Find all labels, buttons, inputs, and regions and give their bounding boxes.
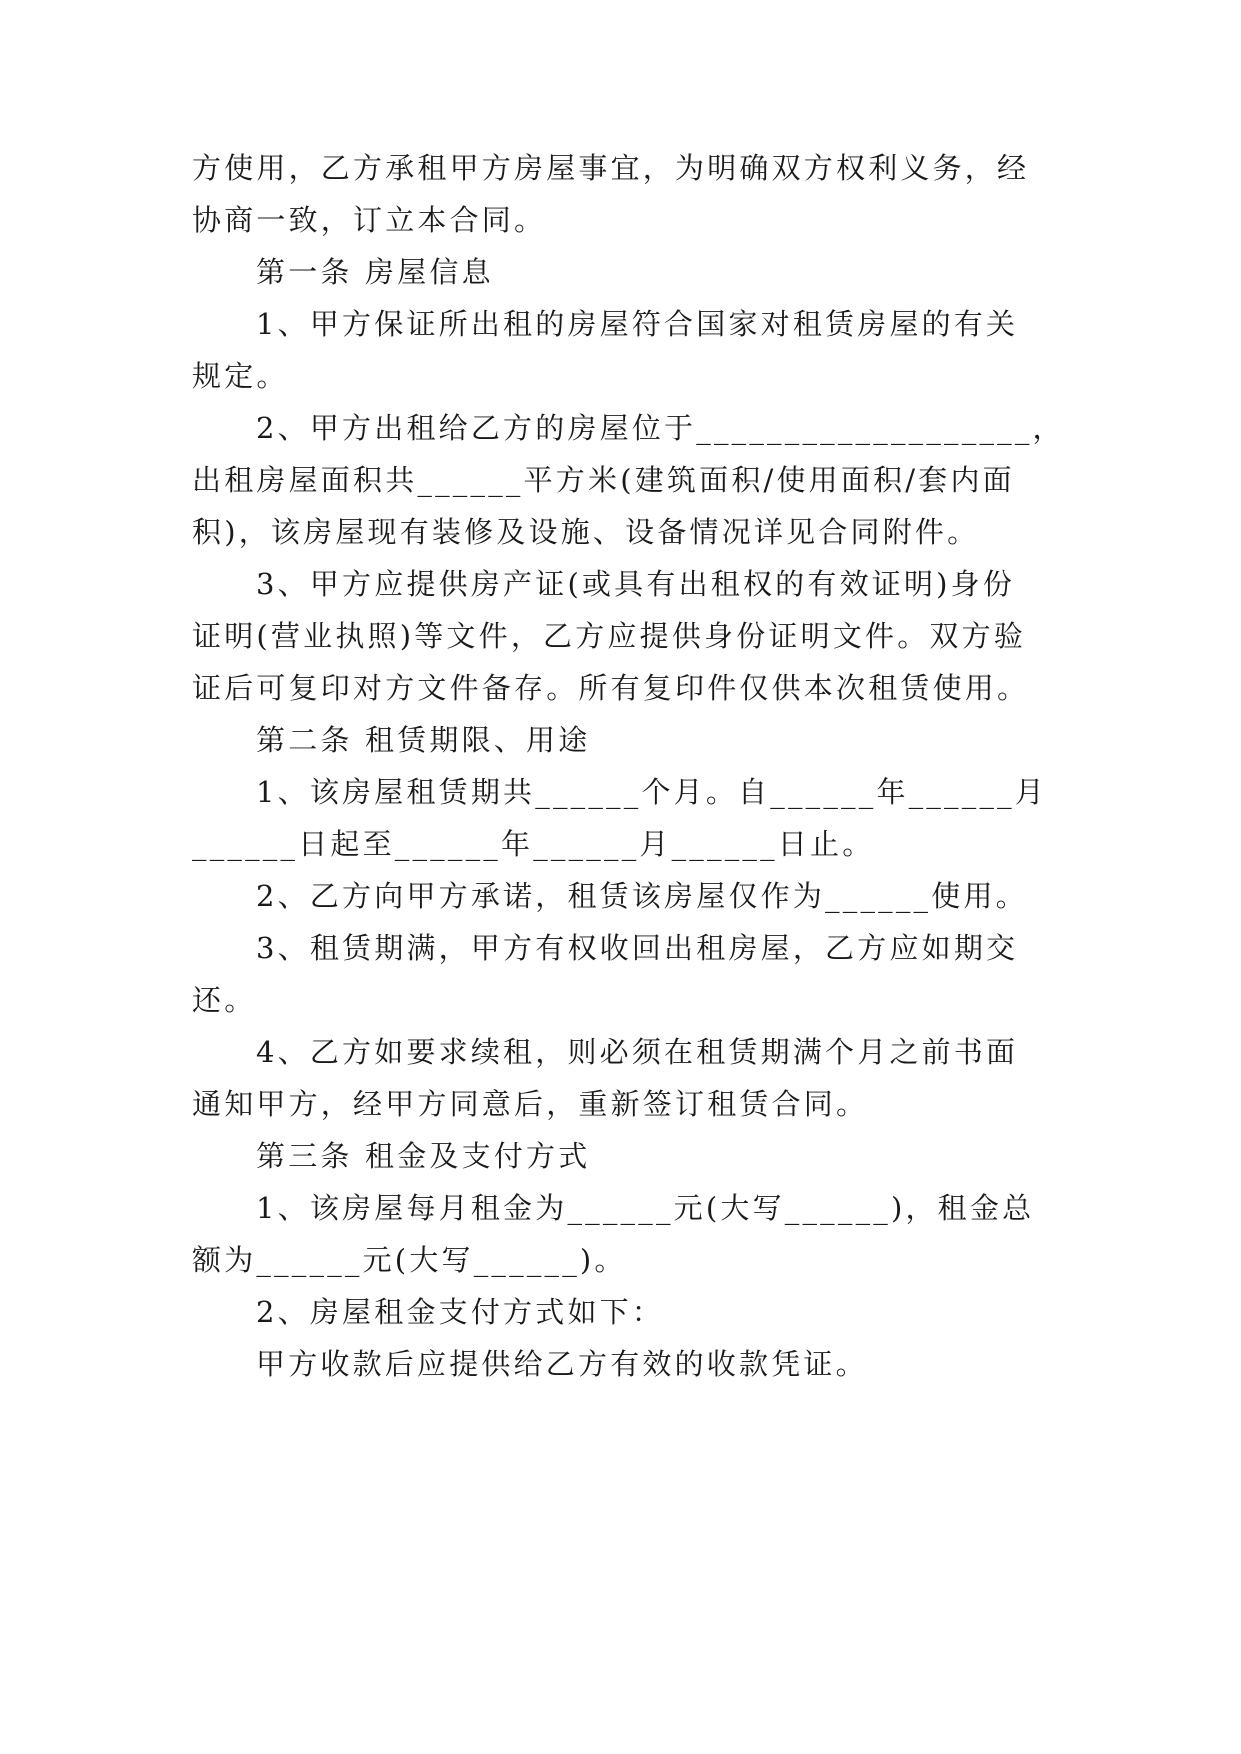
body-text-line: 证明(营业执照)等文件，乙方应提供身份证明文件。双方验 bbox=[192, 619, 1027, 653]
body-text-line: 出租房屋面积共______平方米(建筑面积/使用面积/套内面 bbox=[192, 463, 1015, 497]
section-heading-3: 第三条 租金及支付方式 bbox=[256, 1139, 591, 1173]
section-heading-1: 第一条 房屋信息 bbox=[256, 255, 494, 289]
clause-3-1: 1、该房屋每月租金为______元(大写______)，租金总 bbox=[256, 1191, 1035, 1225]
clause-1-2: 2、甲方出租给乙方的房屋位于___________________， bbox=[256, 411, 1065, 445]
body-text-line: 方使用，乙方承租甲方房屋事宜，为明确双方权利义务，经 bbox=[192, 151, 1030, 185]
clause-2-4: 4、乙方如要求续租，则必须在租赁期满个月之前书面 bbox=[256, 1035, 1019, 1069]
body-text-line: 积)，该房屋现有装修及设施、设备情况详见合同附件。 bbox=[192, 515, 980, 549]
body-text-line: 通知甲方，经甲方同意后，重新签订租赁合同。 bbox=[192, 1087, 869, 1121]
clause-2-3: 3、租赁期满，甲方有权收回出租房屋，乙方应如期交 bbox=[256, 931, 1019, 965]
body-text-line: 还。 bbox=[192, 983, 257, 1017]
body-text-line: 规定。 bbox=[192, 359, 289, 393]
clause-1-3: 3、甲方应提供房产证(或具有出租权的有效证明)身份 bbox=[256, 567, 1016, 601]
body-text-line: 甲方收款后应提供给乙方有效的收款凭证。 bbox=[256, 1347, 868, 1381]
body-text-line: 额为______元(大写______)。 bbox=[192, 1243, 627, 1277]
clause-2-1: 1、该房屋租赁期共______个月。自______年______月 bbox=[256, 775, 1048, 809]
section-heading-2: 第二条 租赁期限、用途 bbox=[256, 723, 591, 757]
body-text-line: 协商一致，订立本合同。 bbox=[192, 203, 547, 237]
clause-3-2: 2、房屋租金支付方式如下： bbox=[256, 1295, 665, 1329]
clause-1-1: 1、甲方保证所出租的房屋符合国家对租赁房屋的有关 bbox=[256, 307, 1019, 341]
body-text-line: ______日起至______年______月______日止。 bbox=[192, 827, 875, 861]
clause-2-2: 2、乙方向甲方承诺，租赁该房屋仅作为______使用。 bbox=[256, 879, 1028, 913]
body-text-line: 证后可复印对方文件备存。所有复印件仅供本次租赁使用。 bbox=[192, 671, 1030, 705]
